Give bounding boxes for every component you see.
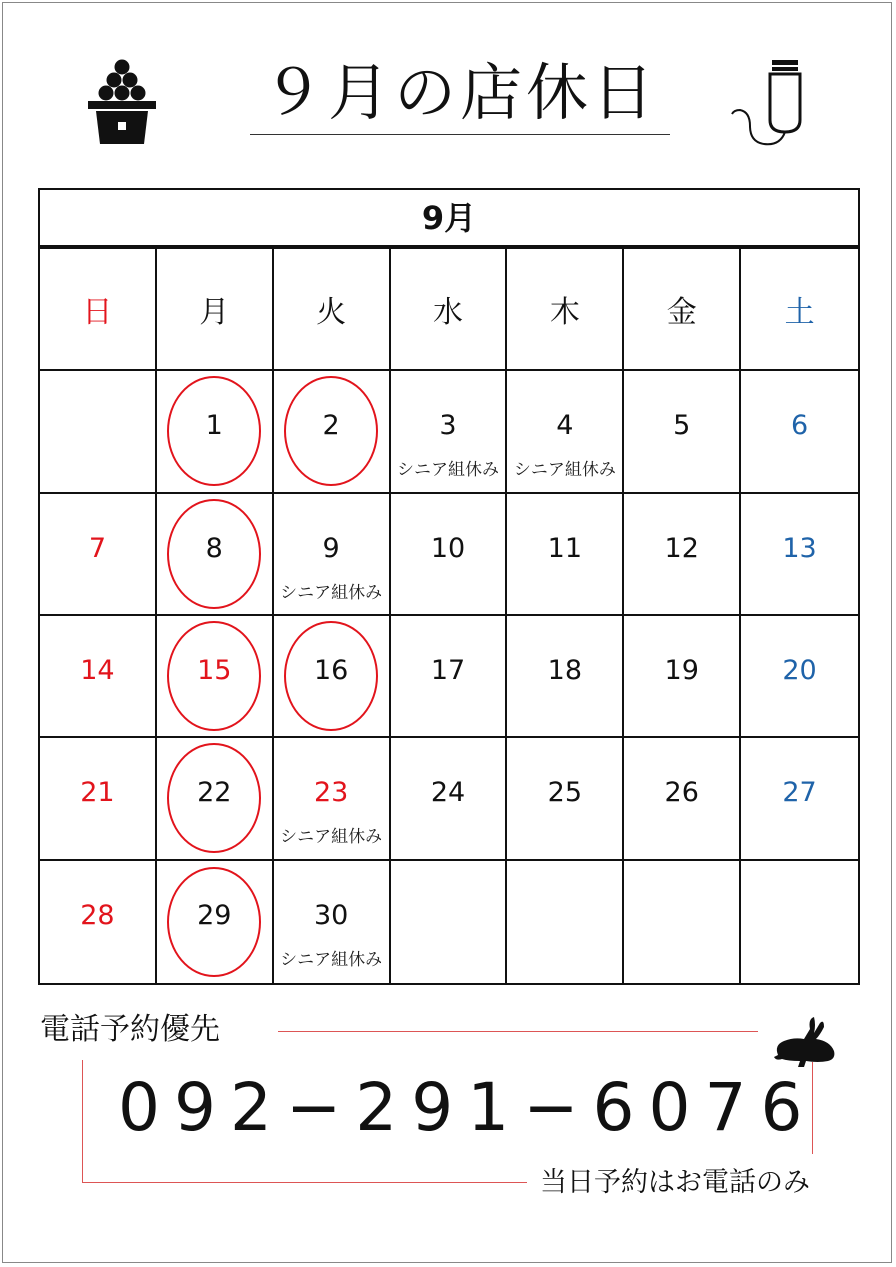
calendar-day-cell bbox=[507, 738, 624, 860]
day-note: シニア組休み bbox=[280, 582, 383, 603]
day-number: 11 bbox=[547, 532, 583, 564]
day-number: 5 bbox=[673, 410, 691, 442]
day-number: 17 bbox=[430, 655, 466, 686]
page-title: ９月の店休日 bbox=[250, 52, 670, 135]
calendar bbox=[38, 188, 860, 985]
weekday-header: 土 bbox=[741, 249, 858, 371]
day-number: 21 bbox=[80, 777, 115, 809]
day-number: 7 bbox=[88, 532, 107, 564]
day-number: 2 bbox=[322, 410, 340, 442]
day-number: 20 bbox=[782, 655, 817, 686]
day-number: 24 bbox=[430, 777, 466, 809]
day-note: シニア組休み bbox=[280, 827, 383, 848]
calendar-day-cell bbox=[157, 861, 274, 983]
day-number: 19 bbox=[664, 655, 699, 686]
rule-line-top bbox=[278, 1031, 758, 1032]
day-number: 27 bbox=[782, 777, 817, 809]
day-number: 8 bbox=[205, 532, 223, 564]
day-number: 6 bbox=[790, 410, 809, 442]
rule-line-left bbox=[82, 1060, 83, 1182]
day-number: 18 bbox=[547, 655, 583, 686]
rabbit-icon bbox=[770, 1015, 840, 1069]
calendar-month: 9月 bbox=[40, 190, 858, 249]
calendar-day-cell bbox=[391, 616, 508, 738]
calendar-day-cell bbox=[391, 494, 508, 616]
calendar-day-cell bbox=[274, 371, 391, 493]
calendar-day-cell bbox=[741, 861, 858, 983]
calendar-day-cell bbox=[40, 861, 157, 983]
weekday-header: 月 bbox=[157, 249, 274, 371]
calendar-day-cell bbox=[741, 616, 858, 738]
calendar-day-cell bbox=[741, 738, 858, 860]
calendar-day-cell bbox=[40, 738, 157, 860]
day-note: シニア組休み bbox=[513, 460, 616, 481]
same-day-note: 当日予約はお電話のみ bbox=[540, 1167, 810, 1198]
day-number: 28 bbox=[80, 899, 115, 931]
day-note: シニア組休み bbox=[280, 949, 383, 970]
calendar-day-cell bbox=[157, 494, 274, 616]
calendar-day-cell bbox=[624, 494, 741, 616]
reservation-preference: 電話予約優先 bbox=[40, 1012, 220, 1047]
calendar-day-cell bbox=[507, 494, 624, 616]
day-number: 23 bbox=[313, 777, 349, 809]
day-number: 1 bbox=[205, 410, 223, 442]
calendar-day-cell bbox=[507, 616, 624, 738]
day-number: 26 bbox=[664, 777, 699, 809]
calendar-day-cell bbox=[624, 371, 741, 493]
calendar-day-cell bbox=[40, 616, 157, 738]
calendar-day-cell bbox=[274, 738, 391, 860]
calendar-day-cell bbox=[624, 861, 741, 983]
day-number: 9 bbox=[322, 532, 340, 564]
calendar-day-cell bbox=[741, 494, 858, 616]
phone-number[interactable]: 092−291−6076 bbox=[118, 1069, 817, 1146]
day-number: 16 bbox=[313, 655, 349, 686]
rule-line-bottom bbox=[82, 1182, 527, 1183]
calendar-day-cell bbox=[391, 861, 508, 983]
weekday-header: 水 bbox=[391, 249, 508, 371]
day-number: 14 bbox=[80, 655, 115, 686]
weekday-header: 金 bbox=[624, 249, 741, 371]
day-number: 22 bbox=[197, 777, 232, 809]
weekday-header: 木 bbox=[507, 249, 624, 371]
weekday-header: 火 bbox=[274, 249, 391, 371]
calendar-day-cell bbox=[157, 616, 274, 738]
calendar-day-cell bbox=[624, 738, 741, 860]
calendar-day-cell bbox=[507, 371, 624, 493]
calendar-day-cell bbox=[741, 371, 858, 493]
day-number: 15 bbox=[197, 655, 232, 686]
calendar-day-cell bbox=[507, 861, 624, 983]
day-number: 4 bbox=[556, 410, 574, 442]
day-number: 3 bbox=[439, 410, 457, 442]
day-number: 10 bbox=[430, 532, 466, 564]
calendar-day-cell bbox=[157, 738, 274, 860]
calendar-day-cell bbox=[274, 494, 391, 616]
day-number: 29 bbox=[197, 899, 232, 931]
calendar-day-cell bbox=[391, 738, 508, 860]
calendar-grid bbox=[40, 249, 858, 983]
calendar-day-cell bbox=[624, 616, 741, 738]
weekday-header: 日 bbox=[40, 249, 157, 371]
day-number: 13 bbox=[782, 532, 817, 564]
day-note: シニア組休み bbox=[396, 460, 499, 481]
calendar-day-cell bbox=[274, 616, 391, 738]
calendar-day-cell bbox=[391, 371, 508, 493]
day-number: 30 bbox=[313, 899, 349, 931]
calendar-day-cell bbox=[274, 861, 391, 983]
calendar-day-cell bbox=[157, 371, 274, 493]
day-number: 12 bbox=[664, 532, 699, 564]
calendar-day-cell bbox=[40, 371, 157, 493]
calendar-day-cell bbox=[40, 494, 157, 616]
day-number: 25 bbox=[547, 777, 583, 809]
hair-clipper-icon bbox=[730, 60, 810, 150]
tsukimi-dango-icon bbox=[86, 58, 158, 146]
